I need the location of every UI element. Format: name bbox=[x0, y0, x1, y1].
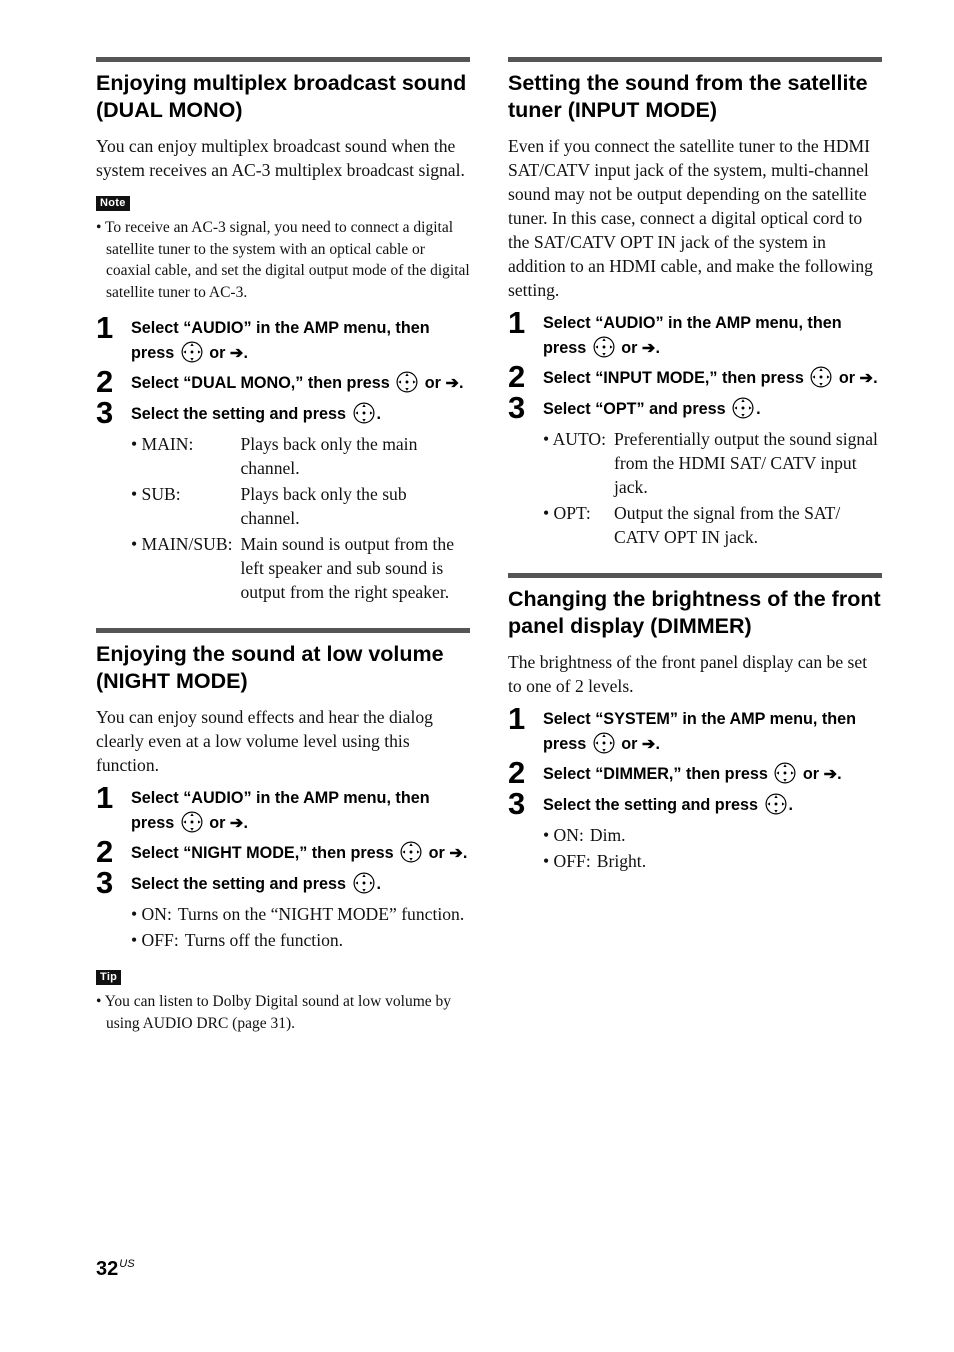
option-row bbox=[543, 849, 882, 873]
section-rule bbox=[508, 57, 882, 62]
option-row bbox=[131, 432, 470, 482]
enter-button-icon bbox=[765, 793, 787, 815]
option-key: • OPT: bbox=[543, 503, 591, 523]
enter-button-icon bbox=[593, 732, 615, 754]
section-rule bbox=[508, 573, 882, 578]
option-desc: Turns off the function. bbox=[184, 930, 344, 950]
section-night-mode bbox=[96, 628, 470, 1034]
step-text: Select the setting and press . bbox=[543, 796, 793, 814]
step-number: 3 bbox=[96, 864, 114, 900]
step-3 bbox=[508, 389, 882, 425]
step-number: 1 bbox=[508, 305, 526, 340]
option-key: • OFF: bbox=[131, 930, 179, 950]
enter-button-icon bbox=[396, 371, 418, 393]
option-desc: Preferentially output the sound signal from the HDMI SAT/ CATV input jack. bbox=[614, 429, 878, 497]
step-number: 2 bbox=[96, 364, 114, 399]
option-key: • MAIN: bbox=[131, 434, 194, 454]
left-column bbox=[96, 57, 470, 1056]
section-intro: You can enjoy sound effects and hear the dialog clearly even at a low volume level using this function. bbox=[96, 707, 433, 775]
step-text: Select “AUDIO” in the AMP menu, then press or ➔. bbox=[131, 319, 430, 362]
option-list bbox=[543, 427, 882, 551]
step-1 bbox=[508, 701, 882, 756]
enter-button-icon bbox=[593, 336, 615, 358]
section-input-mode bbox=[508, 57, 882, 551]
option-row bbox=[131, 902, 470, 926]
step-text: Select “INPUT MODE,” then press or ➔. bbox=[543, 369, 878, 387]
section-title: Setting the sound from the satellite tuner (INPUT MODE) bbox=[508, 71, 868, 122]
option-row bbox=[131, 532, 470, 606]
step-number: 1 bbox=[508, 701, 526, 736]
step-text: Select “DIMMER,” then press or ➔. bbox=[543, 765, 842, 783]
option-key: • OFF: bbox=[543, 851, 591, 871]
step-3 bbox=[508, 785, 882, 821]
step-text: Select the setting and press . bbox=[131, 875, 381, 893]
step-1 bbox=[96, 780, 470, 835]
section-rule bbox=[96, 57, 470, 62]
option-key: • MAIN/SUB: bbox=[131, 534, 233, 554]
enter-button-icon bbox=[400, 841, 422, 863]
option-desc: Dim. bbox=[589, 825, 626, 845]
step-text: Select “DUAL MONO,” then press or ➔. bbox=[131, 374, 464, 392]
section-title: Changing the brightness of the front panel display (DIMMER) bbox=[508, 587, 881, 638]
note-text: • To receive an AC-3 signal, you need to connect a digital satellite tuner to the system with an optical cable or coaxial cable, and set the digital output mode of the digital satellite tuner to AC-3. bbox=[96, 219, 470, 301]
option-list bbox=[543, 823, 882, 873]
step-2 bbox=[96, 834, 470, 869]
enter-button-icon bbox=[353, 402, 375, 424]
step-number: 3 bbox=[96, 394, 114, 430]
step-2 bbox=[508, 755, 882, 790]
section-intro: Even if you connect the satellite tuner to the HDMI SAT/CATV input jack of the system, multi-channel sound may not be output depending on the satellite tuner. In this case, connect a digital optical cord to the SAT/CATV OPT IN jack of the system in addition to an HDMI cable, and make the following setting. bbox=[508, 136, 873, 300]
right-column bbox=[508, 57, 882, 895]
enter-button-icon bbox=[181, 811, 203, 833]
page-number: $32^{US}$ bbox=[96, 1258, 135, 1280]
section-dimmer bbox=[508, 573, 882, 873]
step-2 bbox=[96, 364, 470, 399]
step-number: 1 bbox=[96, 780, 114, 815]
option-key: • ON: bbox=[131, 904, 172, 924]
option-key: • ON: bbox=[543, 825, 584, 845]
option-desc: Main sound is output from the left speaker and sub sound is output from the right speaker. bbox=[240, 534, 455, 602]
option-key: • SUB: bbox=[131, 484, 181, 504]
step-number: 3 bbox=[508, 389, 526, 425]
option-row bbox=[131, 482, 470, 532]
step-text: Select “AUDIO” in the AMP menu, then press or ➔. bbox=[131, 789, 430, 832]
enter-button-icon bbox=[810, 366, 832, 388]
option-key: • AUTO: bbox=[543, 429, 607, 449]
enter-button-icon bbox=[181, 341, 203, 363]
step-number: 1 bbox=[96, 310, 114, 345]
step-number: 2 bbox=[508, 359, 526, 394]
enter-button-icon bbox=[353, 872, 375, 894]
step-1 bbox=[96, 310, 470, 365]
step-3 bbox=[96, 864, 470, 900]
option-row bbox=[543, 501, 882, 551]
step-text: Select “NIGHT MODE,” then press or ➔. bbox=[131, 844, 467, 862]
section-intro: The brightness of the front panel display can be set to one of 2 levels. bbox=[508, 652, 868, 696]
section-title: Enjoying multiplex broadcast sound (DUAL MONO) bbox=[96, 71, 467, 122]
step-number: 2 bbox=[508, 755, 526, 790]
option-desc: Turns on the “NIGHT MODE” function. bbox=[177, 904, 465, 924]
page-suffix: US bbox=[119, 1258, 135, 1270]
option-row bbox=[543, 427, 882, 501]
section-rule bbox=[96, 628, 470, 633]
step-3 bbox=[96, 394, 470, 430]
option-desc: Bright. bbox=[596, 851, 647, 871]
step-text: Select the setting and press . bbox=[131, 405, 381, 423]
step-2 bbox=[508, 359, 882, 394]
step-number: 3 bbox=[508, 785, 526, 821]
tip-text: • You can listen to Dolby Digital sound at low volume by using AUDIO DRC (page 31). bbox=[96, 993, 452, 1032]
option-row bbox=[131, 928, 470, 952]
step-text: Select “AUDIO” in the AMP menu, then press or ➔. bbox=[543, 314, 842, 357]
step-text: Select “SYSTEM” in the AMP menu, then press or ➔. bbox=[543, 710, 857, 753]
section-dual-mono bbox=[96, 57, 470, 606]
step-number: 2 bbox=[96, 834, 114, 869]
enter-button-icon bbox=[732, 397, 754, 419]
section-title: Enjoying the sound at low volume (NIGHT MODE) bbox=[96, 642, 444, 693]
section-intro: You can enjoy multiplex broadcast sound when the system receives an AC-3 multiplex broadcast signal. bbox=[96, 136, 465, 180]
option-desc: Output the signal from the SAT/ CATV OPT IN jack. bbox=[614, 503, 841, 547]
note-badge: Note bbox=[96, 196, 130, 211]
step-text: Select “OPT” and press . bbox=[543, 400, 761, 418]
tip-badge: Tip bbox=[96, 970, 121, 985]
option-desc: Plays back only the sub channel. bbox=[240, 484, 407, 528]
option-list bbox=[131, 432, 470, 606]
enter-button-icon bbox=[774, 762, 796, 784]
option-desc: Plays back only the main channel. bbox=[240, 434, 418, 478]
option-list bbox=[131, 902, 470, 952]
step-1 bbox=[508, 305, 882, 360]
option-row bbox=[543, 823, 882, 847]
